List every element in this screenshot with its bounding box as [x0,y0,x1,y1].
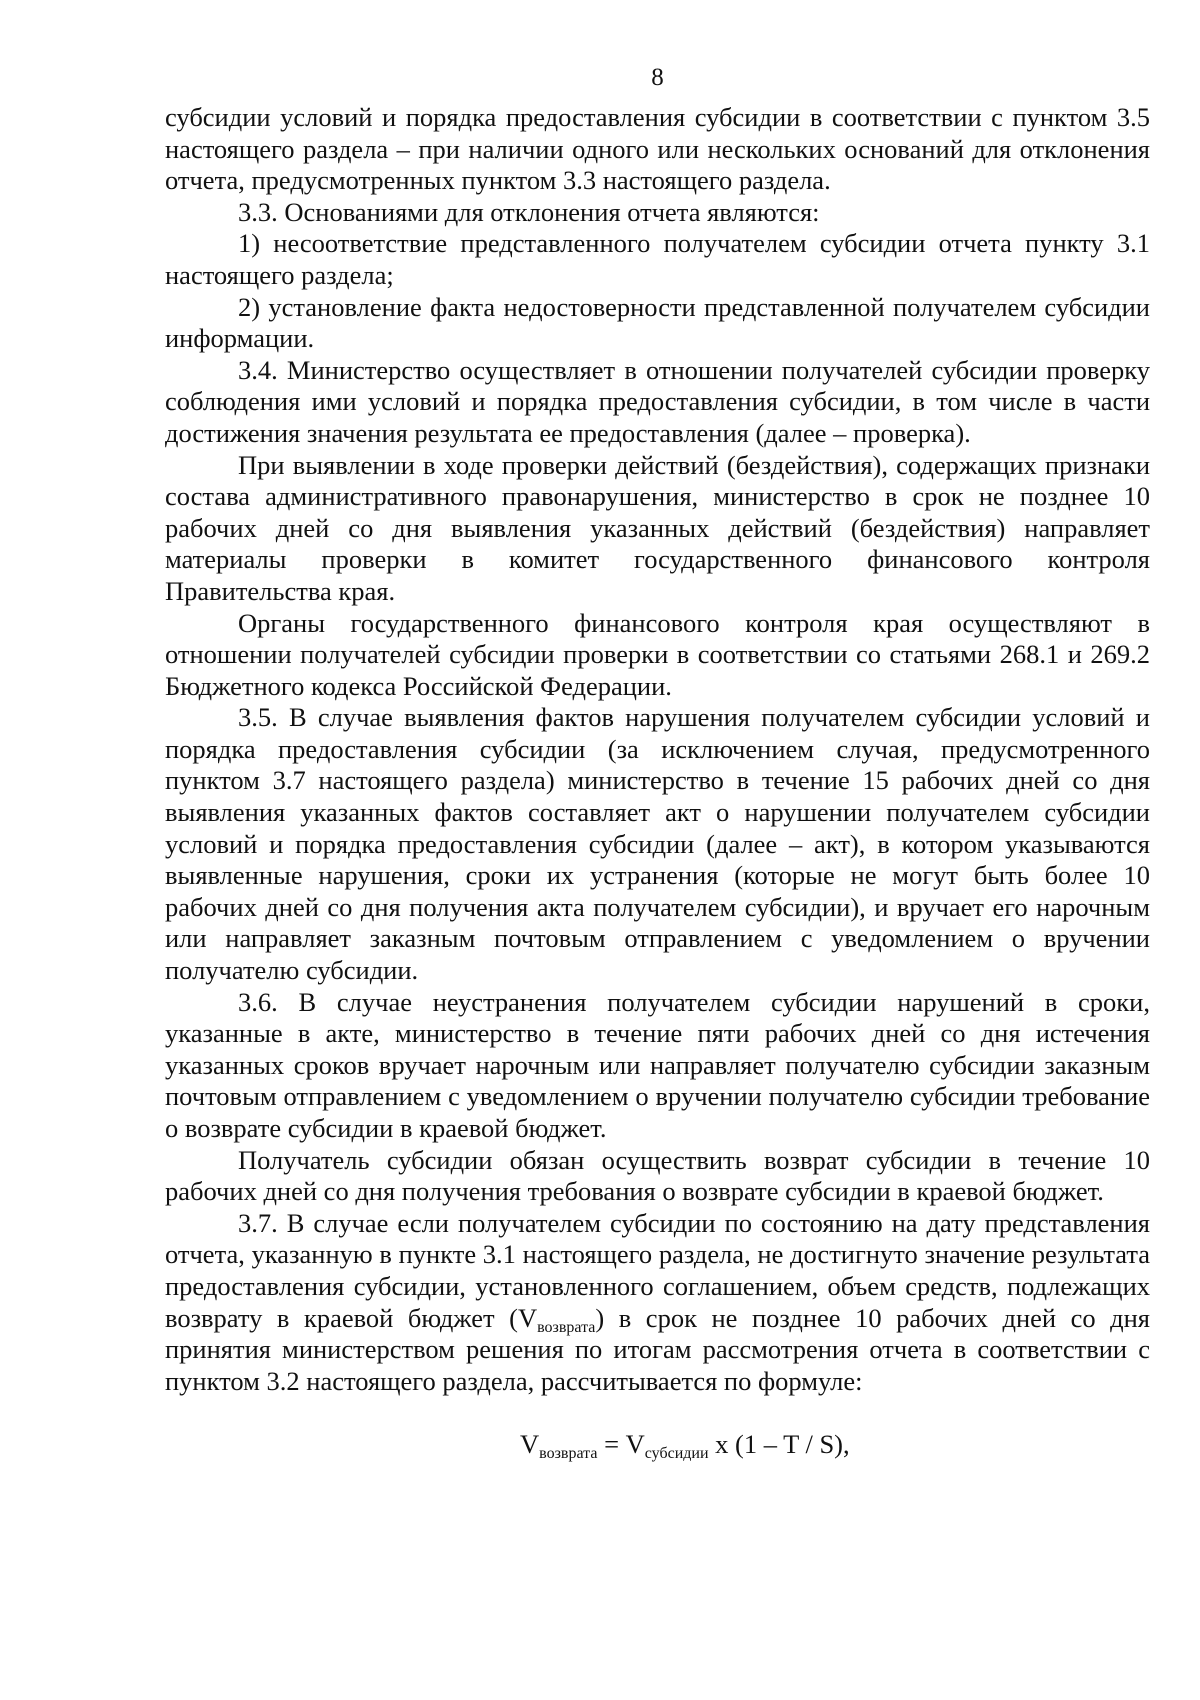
paragraph-3-4: 3.4. Министерство осуществляет в отношении получателей субсидии проверку соблюдения ими условий и порядка предоставления субсидии, в том числе в части достижения значения результата ее предоставления (далее – проверка). [165,354,1150,448]
paragraph-3-6-return: Получатель субсидии обязан осуществить возврат субсидии в течение 10 рабочих дней со дня получения требования о возврате субсидии в краевой бюджет. [165,1144,1150,1207]
paragraph-3-4-violations: При выявлении в ходе проверки действий (бездействия), содержащих признаки состава административного правонарушения, министерство в срок не позднее 10 рабочих дней со дня выявления указанных действий (бездействия) направляет материалы проверки в комитет государственного финансового контроля Правительства края. [165,449,1150,606]
paragraph-continuation: субсидии условий и порядка предоставления субсидии в соответствии с пунктом 3.5 настоящего раздела – при наличии одного или нескольких оснований для отклонения отчета, предусмотренных пунктом 3.3 настоящего раздела. [165,102,1150,196]
paragraph-3-3-item-2: 2) установление факта недостоверности представленной получателем субсидии информации. [165,291,1150,354]
page-number: 8 [651,64,664,91]
paragraph-3-3-item-1: 1) несоответствие представленного получателем субсидии отчета пункту 3.1 настоящего раздела; [165,228,1150,290]
formula-v-return-subscript: возврата [539,1445,598,1463]
paragraph-3-7 [165,1208,1150,1398]
formula-v-subsidy-subscript: субсидии [644,1445,709,1463]
paragraph-3-7-subscript: возврата [537,1318,596,1336]
paragraph-3-7-text-1: 3.7. В случае если получателем субсидии по состоянию на дату представления отчета, указанную в пункте 3.1 настоящего раздела, не достигнуто значение результата предоставления субсидии, установленного соглашением, объем средств, подлежащих возврату в краевой бюджет (V [165,1207,1150,1333]
formula-expression: x (1 – T / S), [708,1429,850,1460]
formula-v-subsidy: V [625,1429,645,1460]
paragraph-3-7-text-2: ) в срок не позднее 10 рабочих дней со дня принятия министерством решения по итогам рассмотрения отчета в соответствии с пунктом 3.2 настоящего раздела, рассчитывается по формуле: [165,1302,1150,1396]
paragraph-3-5: 3.5. В случае выявления фактов нарушения получателем субсидии условий и порядка предоставления субсидии (за исключением случая, предусмотренного пунктом 3.7 настоящего раздела) министерство в течение 15 рабочих дней со дня выявления указанных фактов составляет акт о нарушении получателем субсидии условий и порядка предоставления субсидии (далее – акт), в котором указываются выявленные нарушения, сроки их устранения (которые не могут быть более 10 рабочих дней со дня получения акта получателем субсидии), и вручает его нарочным или направляет заказным почтовым отправлением с уведомлением о вручении получателю субсидии. [165,702,1150,986]
return-formula [165,1427,1150,1461]
paragraph-3-3: 3.3. Основаниями для отклонения отчета являются: [238,196,820,227]
document-body [165,102,1150,1461]
paragraph-3-4-control-bodies: Органы государственного финансового контроля края осуществляют в отношении получателей субсидии проверки в соответствии со статьями 268.1 и 269.2 Бюджетного кодекса Российской Федерации. [165,607,1150,701]
paragraph-3-6: 3.6. В случае неустранения получателем субсидии нарушений в сроки, указанные в акте, министерство в течение пяти рабочих дней со дня истечения указанных сроков вручает нарочным или направляет получателю субсидии заказным почтовым отправлением с уведомлением о вручении получателю субсидии требование о возврате субсидии в краевой бюджет. [165,986,1150,1143]
formula-v-return: V [520,1429,540,1460]
formula-equals: = [597,1429,626,1460]
